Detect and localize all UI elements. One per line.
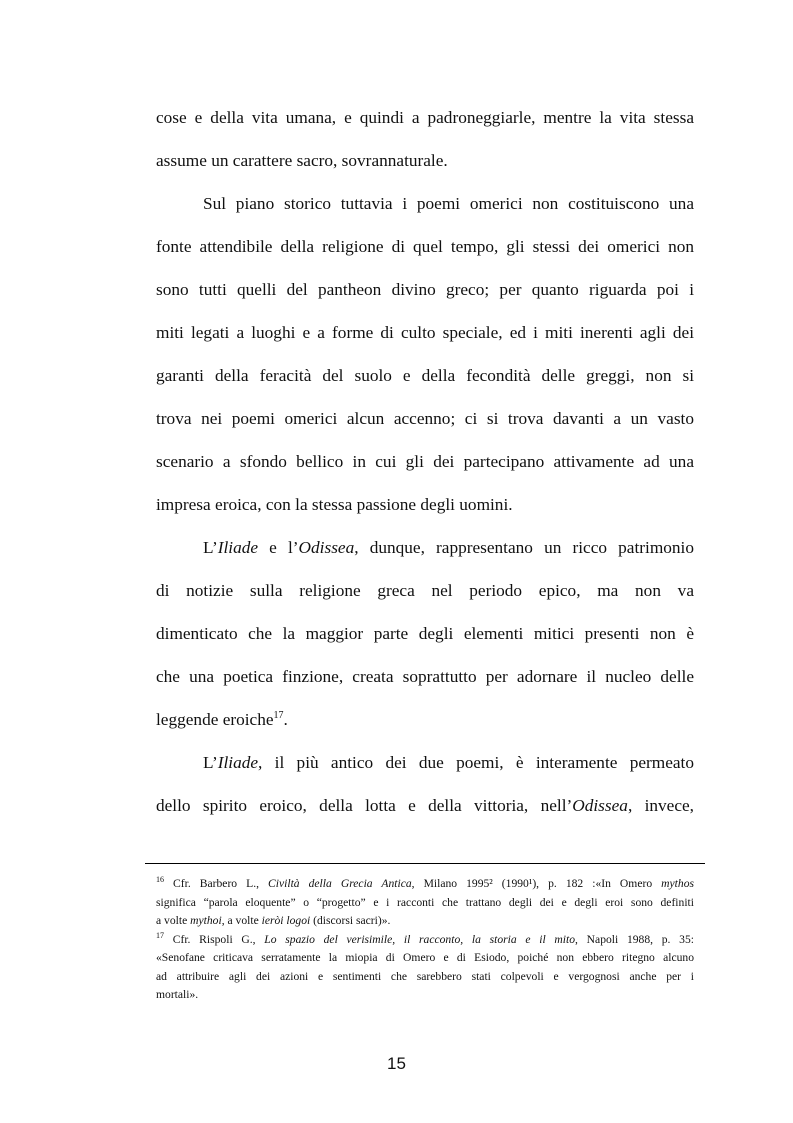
footnotes (156, 875, 694, 1005)
text-line: impresa eroica, con la stessa passione degli uomini. (156, 495, 513, 514)
term: mythos (661, 877, 695, 890)
footnote-number: 17 (156, 930, 164, 940)
footnote-line: mortali». (156, 988, 199, 1001)
text-run: Cfr. Rispoli G., (164, 932, 265, 946)
text-run: , a volte (221, 914, 262, 927)
title-odissea: Odissea (298, 538, 355, 557)
text-run: , il più antico dei due poemi, è interamente permeato (258, 753, 694, 772)
paragraph-start (156, 748, 694, 791)
footnote-ref-17[interactable]: 17 (273, 710, 284, 721)
title-iliade: Iliade (217, 753, 259, 772)
text-run: Cfr. Barbero L., (164, 877, 269, 890)
page-number: 15 (387, 1054, 406, 1073)
text-run: L’ (203, 753, 218, 772)
text-run: leggende eroiche (156, 710, 274, 729)
text-run: e l’ (258, 538, 299, 557)
text-run: dello spirito eroico, della lotta e della vittoria, nell’ (156, 796, 573, 815)
footnote-line: «Senofane criticava serratamente la miopia di Omero e di Esiodo, poiché non ebbero ritegno alcuno (156, 951, 694, 964)
text-line: scenario a sfondo bellico in cui gli dei partecipano attivamente ad una (156, 452, 694, 471)
book-title: Lo spazio del verisimile, il racconto, la storia e il mito (264, 932, 576, 946)
footnote-17 (156, 931, 694, 950)
footnote-number: 16 (156, 875, 164, 884)
text-line: cose e della vita umana, e quindi a padroneggiarle, mentre la vita stessa (156, 108, 694, 127)
text-line: di notizie sulla religione greca nel periodo epico, ma non va (156, 581, 694, 600)
footnote-line: ad attribuire agli dei azioni e sentimenti che sarebbero stati colpevoli e vergognosi anche per i (156, 969, 694, 983)
paragraph-start: Sul piano storico tuttavia i poemi omerici non costituiscono una (203, 194, 694, 213)
text-run: a volte (156, 914, 191, 927)
text-line: fonte attendibile della religione di quel tempo, gli stessi dei omerici non (156, 237, 694, 256)
text-line: miti legati a luoghi e a forme di culto speciale, ed i miti inerenti agli dei (156, 323, 694, 342)
text-run: L’ (203, 538, 218, 557)
text-line: sono tutti quelli del pantheon divino greco; per quanto riguarda poi i (156, 280, 694, 299)
term: ieròi logoi (261, 914, 311, 927)
text-line: assume un carattere sacro, sovrannaturale. (156, 151, 448, 170)
text-run: . (283, 710, 288, 729)
text-line: dimenticato che la maggior parte degli elementi mitici presenti non è (156, 624, 694, 643)
text-line: che una poetica finzione, creata soprattutto per adornare il nucleo delle (156, 667, 694, 686)
title-odissea: Odissea (572, 796, 628, 815)
text-run: , dunque, rappresentano un ricco patrimonio (354, 538, 694, 557)
text-run: , Milano 1995² (1990¹), p. 182 :«In Omero (411, 877, 662, 890)
term: mythoi (190, 914, 222, 927)
body-text (156, 103, 694, 834)
text-line (156, 705, 694, 748)
paragraph-start (156, 533, 694, 576)
footnote-line (156, 912, 694, 931)
text-line (156, 791, 694, 834)
text-run: , Napoli 1988, p. 35: (575, 932, 694, 946)
text-line: garanti della feracità del suolo e della fecondità delle greggi, non si (156, 366, 694, 385)
text-line: trova nei poemi omerici alcun accenno; ci si trova davanti a un vasto (156, 409, 694, 428)
footnote-line: significa “parola eloquente” o “progetto” e i racconti che trattano degli dei e degli eroi sono definiti (156, 895, 694, 909)
footnote-16 (156, 875, 694, 894)
text-run: , invece, (627, 796, 694, 815)
text-run: (discorsi sacri)». (310, 914, 391, 927)
title-iliade: Iliade (217, 538, 259, 557)
footnote-divider (145, 863, 705, 864)
book-title: Civiltà della Grecia Antica (268, 877, 412, 890)
